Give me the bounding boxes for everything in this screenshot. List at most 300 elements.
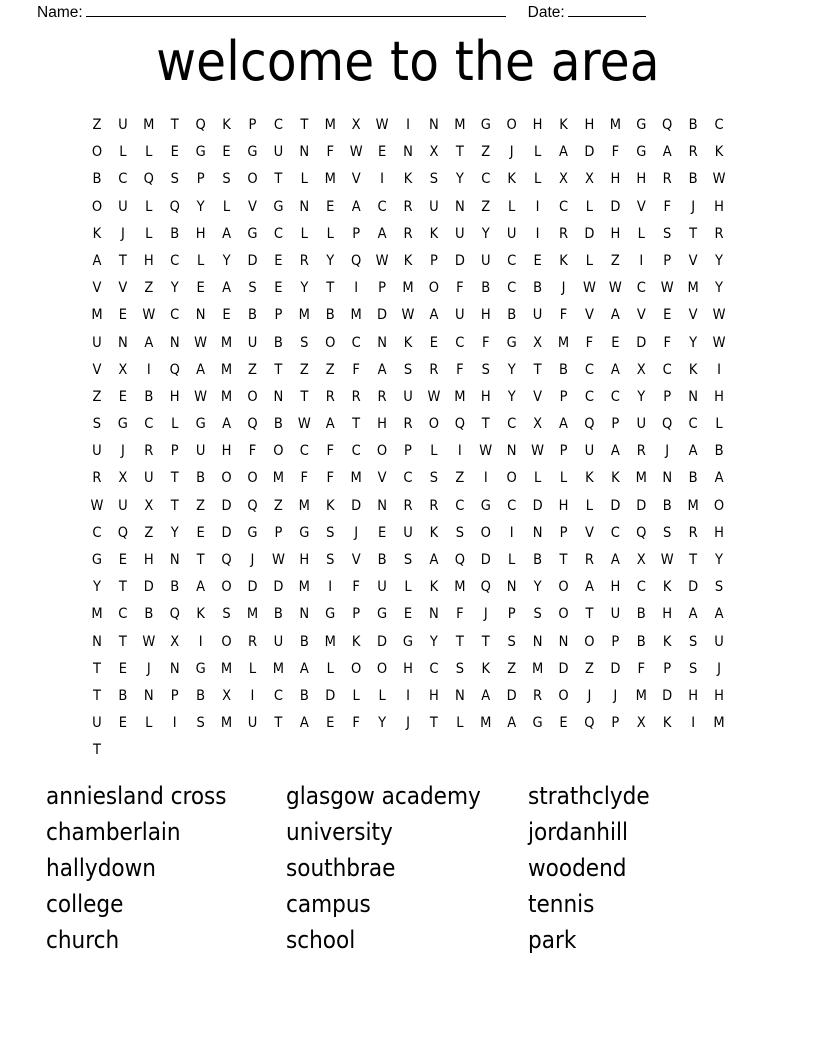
- grid-cell[interactable]: T: [170, 497, 179, 514]
- grid-cell[interactable]: H: [143, 552, 154, 568]
- grid-cell[interactable]: P: [559, 443, 568, 460]
- grid-cell[interactable]: K: [662, 715, 672, 732]
- grid-cell[interactable]: O: [247, 388, 258, 405]
- grid-cell[interactable]: D: [221, 497, 232, 514]
- grid-cell[interactable]: W: [479, 443, 493, 460]
- grid-cell[interactable]: U: [273, 633, 284, 650]
- grid-cell[interactable]: F: [352, 361, 360, 378]
- grid-cell[interactable]: Q: [454, 416, 465, 433]
- grid-cell[interactable]: A: [610, 361, 620, 378]
- grid-cell[interactable]: T: [326, 280, 335, 297]
- grid-cell[interactable]: P: [663, 388, 672, 405]
- grid-cell[interactable]: U: [532, 307, 543, 324]
- grid-cell[interactable]: S: [663, 524, 672, 541]
- grid-cell[interactable]: H: [169, 388, 180, 405]
- grid-cell[interactable]: Z: [92, 388, 102, 405]
- grid-cell[interactable]: Q: [221, 552, 232, 568]
- grid-cell[interactable]: O: [91, 198, 103, 215]
- grid-cell[interactable]: C: [610, 524, 620, 541]
- grid-cell[interactable]: R: [714, 225, 724, 242]
- grid-cell[interactable]: Q: [662, 117, 673, 133]
- grid-cell[interactable]: N: [169, 552, 180, 568]
- grid-cell[interactable]: S: [714, 579, 724, 596]
- grid-cell[interactable]: J: [561, 280, 566, 297]
- grid-cell[interactable]: Q: [662, 416, 673, 433]
- grid-cell[interactable]: A: [610, 552, 620, 568]
- grid-cell[interactable]: A: [144, 334, 154, 351]
- grid-cell[interactable]: A: [688, 443, 698, 460]
- grid-cell[interactable]: U: [429, 198, 439, 215]
- grid-cell[interactable]: H: [299, 552, 310, 568]
- grid-cell[interactable]: P: [170, 687, 179, 704]
- grid-cell[interactable]: D: [636, 334, 647, 351]
- grid-cell[interactable]: O: [480, 524, 491, 541]
- grid-cell[interactable]: V: [636, 198, 646, 215]
- grid-cell[interactable]: Y: [689, 334, 698, 351]
- grid-cell[interactable]: A: [299, 660, 309, 677]
- grid-cell[interactable]: U: [403, 388, 413, 405]
- grid-cell[interactable]: D: [325, 687, 336, 704]
- grid-cell[interactable]: O: [91, 144, 103, 161]
- grid-cell[interactable]: O: [221, 470, 232, 487]
- grid-cell[interactable]: M: [246, 606, 259, 623]
- grid-cell[interactable]: L: [533, 144, 542, 161]
- grid-cell[interactable]: B: [377, 552, 387, 568]
- grid-cell[interactable]: N: [662, 470, 673, 487]
- grid-cell[interactable]: T: [300, 117, 309, 133]
- grid-cell[interactable]: L: [352, 687, 360, 704]
- grid-cell[interactable]: W: [427, 388, 441, 405]
- grid-cell[interactable]: D: [610, 497, 621, 514]
- grid-cell[interactable]: N: [169, 660, 180, 677]
- grid-cell[interactable]: Q: [584, 715, 595, 732]
- grid-cell[interactable]: N: [558, 633, 569, 650]
- grid-cell[interactable]: O: [713, 497, 725, 514]
- grid-cell[interactable]: D: [143, 579, 154, 596]
- grid-cell[interactable]: A: [222, 280, 232, 297]
- word-list-item[interactable]: woodend: [528, 854, 627, 882]
- grid-cell[interactable]: J: [406, 715, 410, 732]
- grid-cell[interactable]: A: [325, 416, 335, 433]
- grid-cell[interactable]: C: [610, 388, 620, 405]
- grid-cell[interactable]: M: [350, 307, 362, 324]
- grid-cell[interactable]: S: [222, 171, 231, 188]
- grid-cell[interactable]: T: [92, 742, 101, 759]
- grid-cell[interactable]: D: [506, 687, 517, 704]
- grid-cell[interactable]: Z: [481, 144, 491, 161]
- grid-cell[interactable]: I: [146, 361, 151, 378]
- grid-cell[interactable]: H: [610, 579, 621, 596]
- grid-cell[interactable]: Q: [584, 416, 595, 433]
- grid-cell[interactable]: D: [273, 579, 284, 596]
- grid-cell[interactable]: F: [585, 334, 594, 351]
- grid-cell[interactable]: L: [585, 198, 594, 215]
- grid-cell[interactable]: M: [324, 171, 336, 188]
- grid-cell[interactable]: U: [403, 524, 413, 541]
- grid-cell[interactable]: A: [688, 606, 698, 623]
- grid-cell[interactable]: A: [507, 715, 517, 732]
- grid-cell[interactable]: K: [351, 633, 361, 650]
- grid-cell[interactable]: R: [662, 171, 672, 188]
- grid-cell[interactable]: I: [406, 117, 410, 133]
- grid-cell[interactable]: Q: [143, 171, 154, 188]
- grid-cell[interactable]: C: [507, 497, 517, 514]
- grid-cell[interactable]: Z: [92, 117, 102, 133]
- grid-cell[interactable]: S: [533, 606, 542, 623]
- grid-cell[interactable]: E: [118, 388, 127, 405]
- name-input-line[interactable]: [86, 2, 506, 17]
- grid-cell[interactable]: O: [506, 470, 517, 487]
- grid-cell[interactable]: A: [714, 470, 724, 487]
- grid-cell[interactable]: L: [637, 225, 645, 242]
- grid-cell[interactable]: B: [662, 497, 672, 514]
- grid-cell[interactable]: S: [248, 280, 257, 297]
- grid-cell[interactable]: Z: [507, 660, 517, 677]
- grid-cell[interactable]: Y: [637, 388, 646, 405]
- grid-cell[interactable]: B: [636, 633, 646, 650]
- grid-cell[interactable]: M: [272, 470, 285, 487]
- grid-cell[interactable]: T: [352, 416, 361, 433]
- grid-cell[interactable]: L: [533, 171, 542, 188]
- grid-cell[interactable]: N: [532, 633, 543, 650]
- grid-cell[interactable]: J: [483, 606, 488, 623]
- grid-cell[interactable]: F: [637, 660, 646, 677]
- grid-cell[interactable]: N: [688, 388, 698, 405]
- grid-cell[interactable]: Q: [636, 524, 647, 541]
- grid-cell[interactable]: G: [117, 416, 128, 433]
- grid-cell[interactable]: P: [352, 606, 361, 623]
- grid-cell[interactable]: F: [352, 715, 360, 732]
- grid-cell[interactable]: Z: [455, 470, 465, 487]
- grid-cell[interactable]: A: [584, 579, 594, 596]
- grid-cell[interactable]: B: [325, 307, 335, 324]
- grid-cell[interactable]: C: [429, 660, 439, 677]
- grid-cell[interactable]: K: [325, 497, 335, 514]
- grid-cell[interactable]: G: [480, 497, 491, 514]
- grid-cell[interactable]: G: [377, 606, 388, 623]
- grid-cell[interactable]: Y: [326, 252, 335, 269]
- grid-cell[interactable]: I: [535, 225, 540, 242]
- grid-cell[interactable]: H: [143, 252, 154, 269]
- grid-cell[interactable]: K: [559, 252, 568, 269]
- grid-cell[interactable]: P: [611, 633, 620, 650]
- grid-cell[interactable]: F: [326, 443, 334, 460]
- grid-cell[interactable]: W: [531, 443, 545, 460]
- grid-cell[interactable]: R: [377, 388, 387, 405]
- grid-cell[interactable]: P: [170, 443, 179, 460]
- grid-cell[interactable]: M: [635, 470, 647, 487]
- grid-cell[interactable]: G: [480, 117, 491, 133]
- grid-cell[interactable]: A: [196, 361, 206, 378]
- grid-cell[interactable]: V: [248, 198, 257, 215]
- grid-cell[interactable]: D: [636, 497, 647, 514]
- grid-cell[interactable]: C: [662, 361, 672, 378]
- grid-cell[interactable]: F: [300, 470, 309, 487]
- grid-cell[interactable]: P: [378, 280, 386, 297]
- grid-cell[interactable]: L: [171, 416, 179, 433]
- grid-cell[interactable]: L: [222, 198, 231, 215]
- grid-cell[interactable]: N: [377, 334, 387, 351]
- grid-cell[interactable]: Q: [195, 117, 206, 133]
- grid-cell[interactable]: E: [326, 198, 335, 215]
- grid-cell[interactable]: X: [118, 361, 128, 378]
- grid-cell[interactable]: E: [118, 660, 127, 677]
- grid-cell[interactable]: L: [378, 687, 386, 704]
- grid-cell[interactable]: C: [170, 307, 180, 324]
- grid-cell[interactable]: J: [691, 198, 696, 215]
- grid-cell[interactable]: B: [170, 579, 180, 596]
- grid-cell[interactable]: B: [533, 280, 543, 297]
- grid-cell[interactable]: O: [376, 660, 388, 677]
- grid-cell[interactable]: M: [531, 660, 544, 677]
- grid-cell[interactable]: L: [715, 416, 723, 433]
- grid-cell[interactable]: M: [298, 307, 310, 324]
- grid-cell[interactable]: B: [299, 633, 309, 650]
- grid-cell[interactable]: L: [533, 470, 542, 487]
- grid-cell[interactable]: X: [533, 334, 543, 351]
- grid-cell[interactable]: M: [402, 280, 414, 297]
- grid-cell[interactable]: U: [273, 144, 284, 161]
- grid-cell[interactable]: K: [403, 171, 413, 188]
- grid-cell[interactable]: T: [274, 171, 283, 188]
- grid-cell[interactable]: O: [584, 633, 595, 650]
- grid-cell[interactable]: R: [636, 443, 646, 460]
- word-list-item[interactable]: glasgow academy: [286, 782, 481, 810]
- grid-cell[interactable]: I: [198, 633, 203, 650]
- grid-cell[interactable]: I: [172, 715, 177, 732]
- grid-cell[interactable]: I: [483, 470, 488, 487]
- grid-cell[interactable]: Y: [196, 198, 205, 215]
- grid-cell[interactable]: T: [170, 117, 179, 133]
- grid-cell[interactable]: Y: [507, 388, 516, 405]
- grid-cell[interactable]: K: [611, 470, 620, 487]
- grid-cell[interactable]: M: [713, 715, 725, 732]
- grid-cell[interactable]: R: [584, 552, 594, 568]
- grid-cell[interactable]: W: [142, 633, 156, 650]
- grid-cell[interactable]: T: [118, 252, 127, 269]
- grid-cell[interactable]: C: [507, 416, 517, 433]
- grid-cell[interactable]: V: [377, 470, 387, 487]
- grid-cell[interactable]: C: [481, 171, 491, 188]
- grid-cell[interactable]: B: [688, 117, 698, 133]
- grid-cell[interactable]: Z: [248, 361, 257, 378]
- grid-cell[interactable]: C: [558, 198, 569, 215]
- grid-cell[interactable]: M: [220, 388, 233, 405]
- grid-cell[interactable]: B: [636, 606, 646, 623]
- grid-cell[interactable]: O: [325, 334, 336, 351]
- word-list-item[interactable]: chamberlain: [46, 818, 181, 846]
- grid-cell[interactable]: E: [118, 552, 127, 568]
- grid-cell[interactable]: D: [584, 144, 595, 161]
- grid-cell[interactable]: K: [662, 579, 672, 596]
- grid-cell[interactable]: D: [221, 524, 232, 541]
- grid-cell[interactable]: U: [480, 252, 491, 269]
- grid-cell[interactable]: Y: [533, 579, 542, 596]
- grid-cell[interactable]: U: [144, 470, 154, 487]
- grid-cell[interactable]: V: [636, 307, 646, 324]
- grid-cell[interactable]: B: [273, 416, 283, 433]
- grid-cell[interactable]: H: [662, 606, 673, 623]
- word-list-item[interactable]: campus: [286, 890, 371, 918]
- grid-cell[interactable]: A: [610, 443, 620, 460]
- grid-cell[interactable]: A: [351, 198, 361, 215]
- grid-cell[interactable]: K: [222, 117, 231, 133]
- grid-cell[interactable]: C: [455, 334, 465, 351]
- grid-cell[interactable]: Y: [170, 280, 179, 297]
- grid-cell[interactable]: S: [455, 660, 464, 677]
- grid-cell[interactable]: J: [250, 552, 255, 568]
- grid-cell[interactable]: M: [454, 388, 466, 405]
- grid-cell[interactable]: C: [636, 280, 646, 297]
- grid-cell[interactable]: U: [636, 416, 647, 433]
- grid-cell[interactable]: V: [351, 171, 361, 188]
- grid-cell[interactable]: D: [351, 497, 362, 514]
- grid-cell[interactable]: E: [611, 334, 620, 351]
- grid-cell[interactable]: N: [299, 144, 310, 161]
- grid-cell[interactable]: M: [480, 715, 492, 732]
- grid-cell[interactable]: N: [92, 633, 102, 650]
- grid-cell[interactable]: T: [274, 715, 283, 732]
- grid-cell[interactable]: V: [533, 388, 543, 405]
- grid-cell[interactable]: E: [663, 307, 672, 324]
- grid-cell[interactable]: X: [636, 552, 646, 568]
- grid-cell[interactable]: S: [300, 334, 309, 351]
- grid-cell[interactable]: B: [688, 171, 698, 188]
- grid-cell[interactable]: N: [377, 497, 387, 514]
- grid-cell[interactable]: O: [351, 660, 362, 677]
- grid-cell[interactable]: T: [559, 552, 568, 568]
- grid-cell[interactable]: U: [714, 633, 724, 650]
- grid-cell[interactable]: D: [247, 579, 258, 596]
- grid-cell[interactable]: T: [481, 416, 490, 433]
- grid-cell[interactable]: P: [196, 171, 205, 188]
- grid-cell[interactable]: N: [532, 524, 543, 541]
- grid-cell[interactable]: M: [324, 633, 336, 650]
- grid-cell[interactable]: E: [559, 715, 568, 732]
- grid-cell[interactable]: X: [636, 715, 646, 732]
- grid-cell[interactable]: R: [403, 225, 413, 242]
- grid-cell[interactable]: L: [585, 497, 594, 514]
- word-list-item[interactable]: strathclyde: [528, 782, 650, 810]
- grid-cell[interactable]: W: [194, 388, 208, 405]
- grid-cell[interactable]: Q: [480, 579, 491, 596]
- grid-cell[interactable]: E: [170, 144, 179, 161]
- grid-cell[interactable]: D: [662, 687, 673, 704]
- grid-cell[interactable]: B: [714, 443, 724, 460]
- grid-cell[interactable]: S: [326, 552, 335, 568]
- grid-cell[interactable]: L: [585, 252, 594, 269]
- grid-cell[interactable]: K: [429, 579, 439, 596]
- word-list-item[interactable]: jordanhill: [528, 818, 628, 846]
- grid-cell[interactable]: S: [663, 225, 672, 242]
- grid-cell[interactable]: T: [455, 633, 464, 650]
- grid-cell[interactable]: L: [145, 225, 153, 242]
- grid-cell[interactable]: V: [584, 307, 594, 324]
- grid-cell[interactable]: R: [325, 388, 335, 405]
- grid-cell[interactable]: S: [688, 633, 698, 650]
- grid-cell[interactable]: K: [559, 117, 568, 133]
- grid-cell[interactable]: W: [142, 307, 156, 324]
- grid-cell[interactable]: F: [326, 144, 334, 161]
- grid-cell[interactable]: X: [222, 687, 232, 704]
- grid-cell[interactable]: Q: [351, 252, 362, 269]
- grid-cell[interactable]: M: [454, 117, 466, 133]
- grid-cell[interactable]: E: [118, 307, 127, 324]
- grid-cell[interactable]: E: [377, 144, 387, 161]
- grid-cell[interactable]: D: [454, 252, 465, 269]
- grid-cell[interactable]: G: [325, 606, 336, 623]
- grid-cell[interactable]: U: [455, 307, 465, 324]
- grid-cell[interactable]: M: [220, 660, 233, 677]
- grid-cell[interactable]: U: [377, 579, 387, 596]
- grid-cell[interactable]: M: [454, 579, 466, 596]
- grid-cell[interactable]: A: [662, 144, 672, 161]
- grid-cell[interactable]: A: [92, 252, 102, 269]
- grid-cell[interactable]: T: [92, 687, 101, 704]
- grid-cell[interactable]: Z: [610, 252, 620, 269]
- grid-cell[interactable]: C: [507, 280, 517, 297]
- grid-cell[interactable]: T: [196, 552, 205, 568]
- grid-cell[interactable]: L: [508, 198, 516, 215]
- grid-cell[interactable]: N: [195, 307, 206, 324]
- grid-cell[interactable]: M: [298, 579, 310, 596]
- grid-cell[interactable]: R: [688, 144, 698, 161]
- grid-cell[interactable]: G: [91, 552, 103, 568]
- grid-cell[interactable]: W: [712, 171, 726, 188]
- grid-cell[interactable]: F: [248, 443, 257, 460]
- grid-cell[interactable]: H: [195, 225, 206, 242]
- grid-cell[interactable]: O: [247, 470, 258, 487]
- grid-cell[interactable]: L: [456, 715, 464, 732]
- grid-cell[interactable]: G: [195, 416, 206, 433]
- grid-cell[interactable]: H: [429, 687, 439, 704]
- grid-cell[interactable]: Y: [222, 252, 231, 269]
- grid-cell[interactable]: N: [169, 334, 180, 351]
- grid-cell[interactable]: U: [247, 334, 258, 351]
- word-list-item[interactable]: park: [528, 926, 577, 954]
- grid-cell[interactable]: L: [197, 252, 205, 269]
- grid-cell[interactable]: Z: [481, 198, 491, 215]
- grid-cell[interactable]: L: [119, 144, 127, 161]
- grid-cell[interactable]: U: [455, 225, 465, 242]
- grid-cell[interactable]: X: [118, 470, 128, 487]
- grid-cell[interactable]: O: [506, 117, 517, 133]
- grid-cell[interactable]: O: [273, 443, 284, 460]
- grid-cell[interactable]: I: [535, 198, 540, 215]
- grid-cell[interactable]: J: [354, 524, 359, 541]
- grid-cell[interactable]: O: [558, 687, 569, 704]
- grid-cell[interactable]: O: [428, 280, 440, 297]
- grid-cell[interactable]: O: [558, 579, 569, 596]
- grid-cell[interactable]: C: [170, 252, 180, 269]
- grid-cell[interactable]: W: [712, 334, 726, 351]
- grid-cell[interactable]: U: [118, 497, 128, 514]
- grid-cell[interactable]: D: [688, 579, 699, 596]
- grid-cell[interactable]: Q: [169, 606, 180, 623]
- word-list-item[interactable]: school: [286, 926, 356, 954]
- grid-cell[interactable]: C: [273, 117, 283, 133]
- grid-cell[interactable]: L: [508, 552, 516, 568]
- grid-cell[interactable]: C: [273, 687, 283, 704]
- grid-cell[interactable]: P: [663, 660, 672, 677]
- grid-cell[interactable]: T: [274, 361, 283, 378]
- grid-cell[interactable]: T: [118, 633, 127, 650]
- grid-cell[interactable]: P: [507, 606, 516, 623]
- grid-cell[interactable]: B: [118, 687, 128, 704]
- grid-cell[interactable]: T: [481, 633, 490, 650]
- grid-cell[interactable]: G: [636, 117, 647, 133]
- grid-cell[interactable]: Z: [299, 361, 309, 378]
